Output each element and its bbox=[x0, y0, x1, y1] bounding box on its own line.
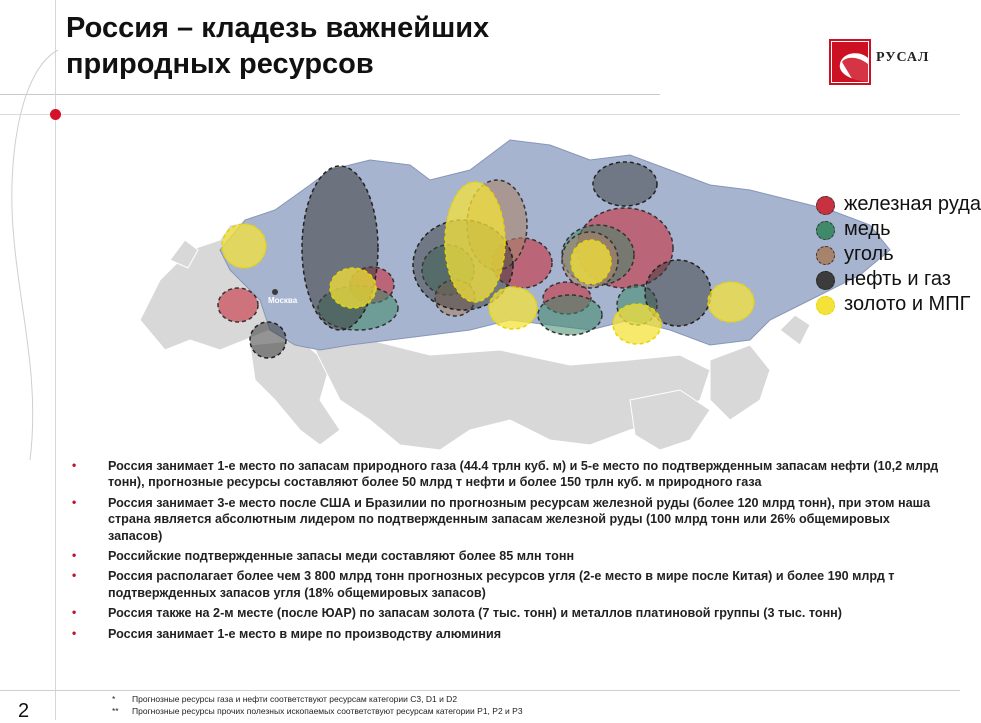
page-title bbox=[66, 10, 626, 82]
legend-item-copper bbox=[814, 217, 960, 242]
moscow-marker bbox=[272, 289, 278, 295]
zone-gold-pgm-2 bbox=[330, 268, 376, 308]
footnote-mark: ** bbox=[112, 706, 119, 716]
legend-swatch-oil-gas bbox=[816, 271, 835, 290]
zone-gold-pgm-4 bbox=[489, 287, 537, 329]
legend-swatch-coal bbox=[816, 246, 835, 265]
legend-label: железная руда bbox=[844, 193, 981, 215]
legend-item-iron-ore bbox=[814, 192, 981, 217]
rusal-logo bbox=[828, 38, 938, 86]
bullet-icon: • bbox=[72, 548, 77, 563]
legend-label: нефть и газ bbox=[844, 268, 951, 290]
zone-oil-gas-5 bbox=[250, 322, 286, 358]
decorative-red-dot bbox=[50, 109, 61, 120]
list-item-text: Россия занимает 1-е место в мире по производству алюминия bbox=[108, 626, 502, 641]
divider-horizontal-top bbox=[0, 94, 660, 95]
zone-gold-pgm-6 bbox=[613, 304, 661, 344]
legend-item-gold-pgm bbox=[814, 292, 971, 317]
footnote-text: Прогнозные ресурсы газа и нефти соответствуют ресурсам категории С3, D1 и D2 bbox=[132, 694, 458, 704]
legend-swatch-gold-pgm bbox=[816, 296, 835, 315]
legend-label: уголь bbox=[844, 243, 894, 265]
list-item-text: Россия занимает 3-е место после США и Бразилии по прогнозным ресурсам железной руды (более 120 млрд тонн), при этом наша страна является абсолютным лидером по подтвержденным запасам железной руды (100 млрд тонн или 26% общемировых запасов) bbox=[108, 495, 931, 543]
footnote-row bbox=[112, 705, 812, 717]
rusal-logo-text: РУСАЛ bbox=[876, 50, 930, 65]
rusal-logo-mark-icon bbox=[828, 38, 872, 86]
legend-label: медь bbox=[844, 218, 891, 240]
bullet-icon: • bbox=[72, 625, 77, 640]
list-item bbox=[70, 568, 940, 601]
list-item bbox=[70, 626, 940, 642]
bullet-icon: • bbox=[72, 458, 77, 472]
page-title-line-1: Россия – кладезь важнейших bbox=[66, 12, 490, 44]
bullet-icon: • bbox=[72, 494, 77, 509]
legend-item-oil-gas bbox=[814, 267, 960, 292]
zone-copper-3 bbox=[538, 295, 602, 335]
zone-iron-ore-1 bbox=[218, 288, 258, 322]
list-item-text: Российские подтвержденные запасы меди составляют более 85 млн тонн bbox=[108, 549, 575, 564]
legend-swatch-copper bbox=[816, 221, 835, 240]
moscow-label: Москва bbox=[268, 296, 298, 305]
legend-swatch-iron-ore bbox=[816, 196, 835, 215]
legend-label: золото и МПГ bbox=[844, 293, 971, 315]
decorative-curve bbox=[0, 40, 60, 460]
footnote-mark: * bbox=[112, 694, 116, 704]
divider-horizontal-bottom bbox=[0, 690, 960, 691]
zone-gold-pgm-1 bbox=[222, 224, 266, 268]
footnote-text: Прогнозные ресурсы прочих полезных ископаемых соответствуют ресурсам категории Р1, Р2 и Р3 bbox=[132, 706, 523, 716]
list-item-text: Россия занимает 1-е место по запасам природного газа (44.4 трлн куб. м) и 5-е место по подтвержденным запасам нефти (10,2 млрд тонн), прогнозные ресурсы составляют более 50 млрд т нефти и более 150 трлн куб. м природного газа bbox=[108, 459, 939, 490]
page-number: 2 bbox=[18, 700, 30, 722]
list-item bbox=[70, 458, 940, 491]
list-item bbox=[70, 605, 940, 621]
legend-item-coal bbox=[814, 242, 960, 267]
list-item-text: Россия также на 2-м месте (после ЮАР) по запасам золота (7 тыс. тонн) и металлов платиновой группы (3 тыс. тонн) bbox=[108, 606, 842, 621]
footnotes bbox=[112, 693, 812, 717]
page-title-line-2: природных ресурсов bbox=[66, 48, 374, 80]
list-item bbox=[70, 548, 940, 564]
zone-gold-pgm-5 bbox=[571, 240, 611, 284]
list-item-text: Россия располагает более чем 3 800 млрд тонн прогнозных ресурсов угля (2-е место в мире после Китая) и более 190 млрд т подтвержденных запасов угля (18% общемировых запасов) bbox=[108, 569, 895, 600]
key-facts-list bbox=[70, 458, 940, 646]
zone-oil-gas-3 bbox=[593, 162, 657, 206]
zone-gold-pgm-7 bbox=[708, 282, 754, 322]
footnote-row bbox=[112, 693, 812, 705]
bullet-icon: • bbox=[72, 568, 77, 583]
bullet-icon: • bbox=[72, 605, 77, 620]
map-legend bbox=[814, 192, 981, 317]
zone-oil-gas-1 bbox=[302, 166, 378, 330]
zone-gold-pgm-3 bbox=[445, 182, 505, 302]
list-item bbox=[70, 495, 940, 544]
